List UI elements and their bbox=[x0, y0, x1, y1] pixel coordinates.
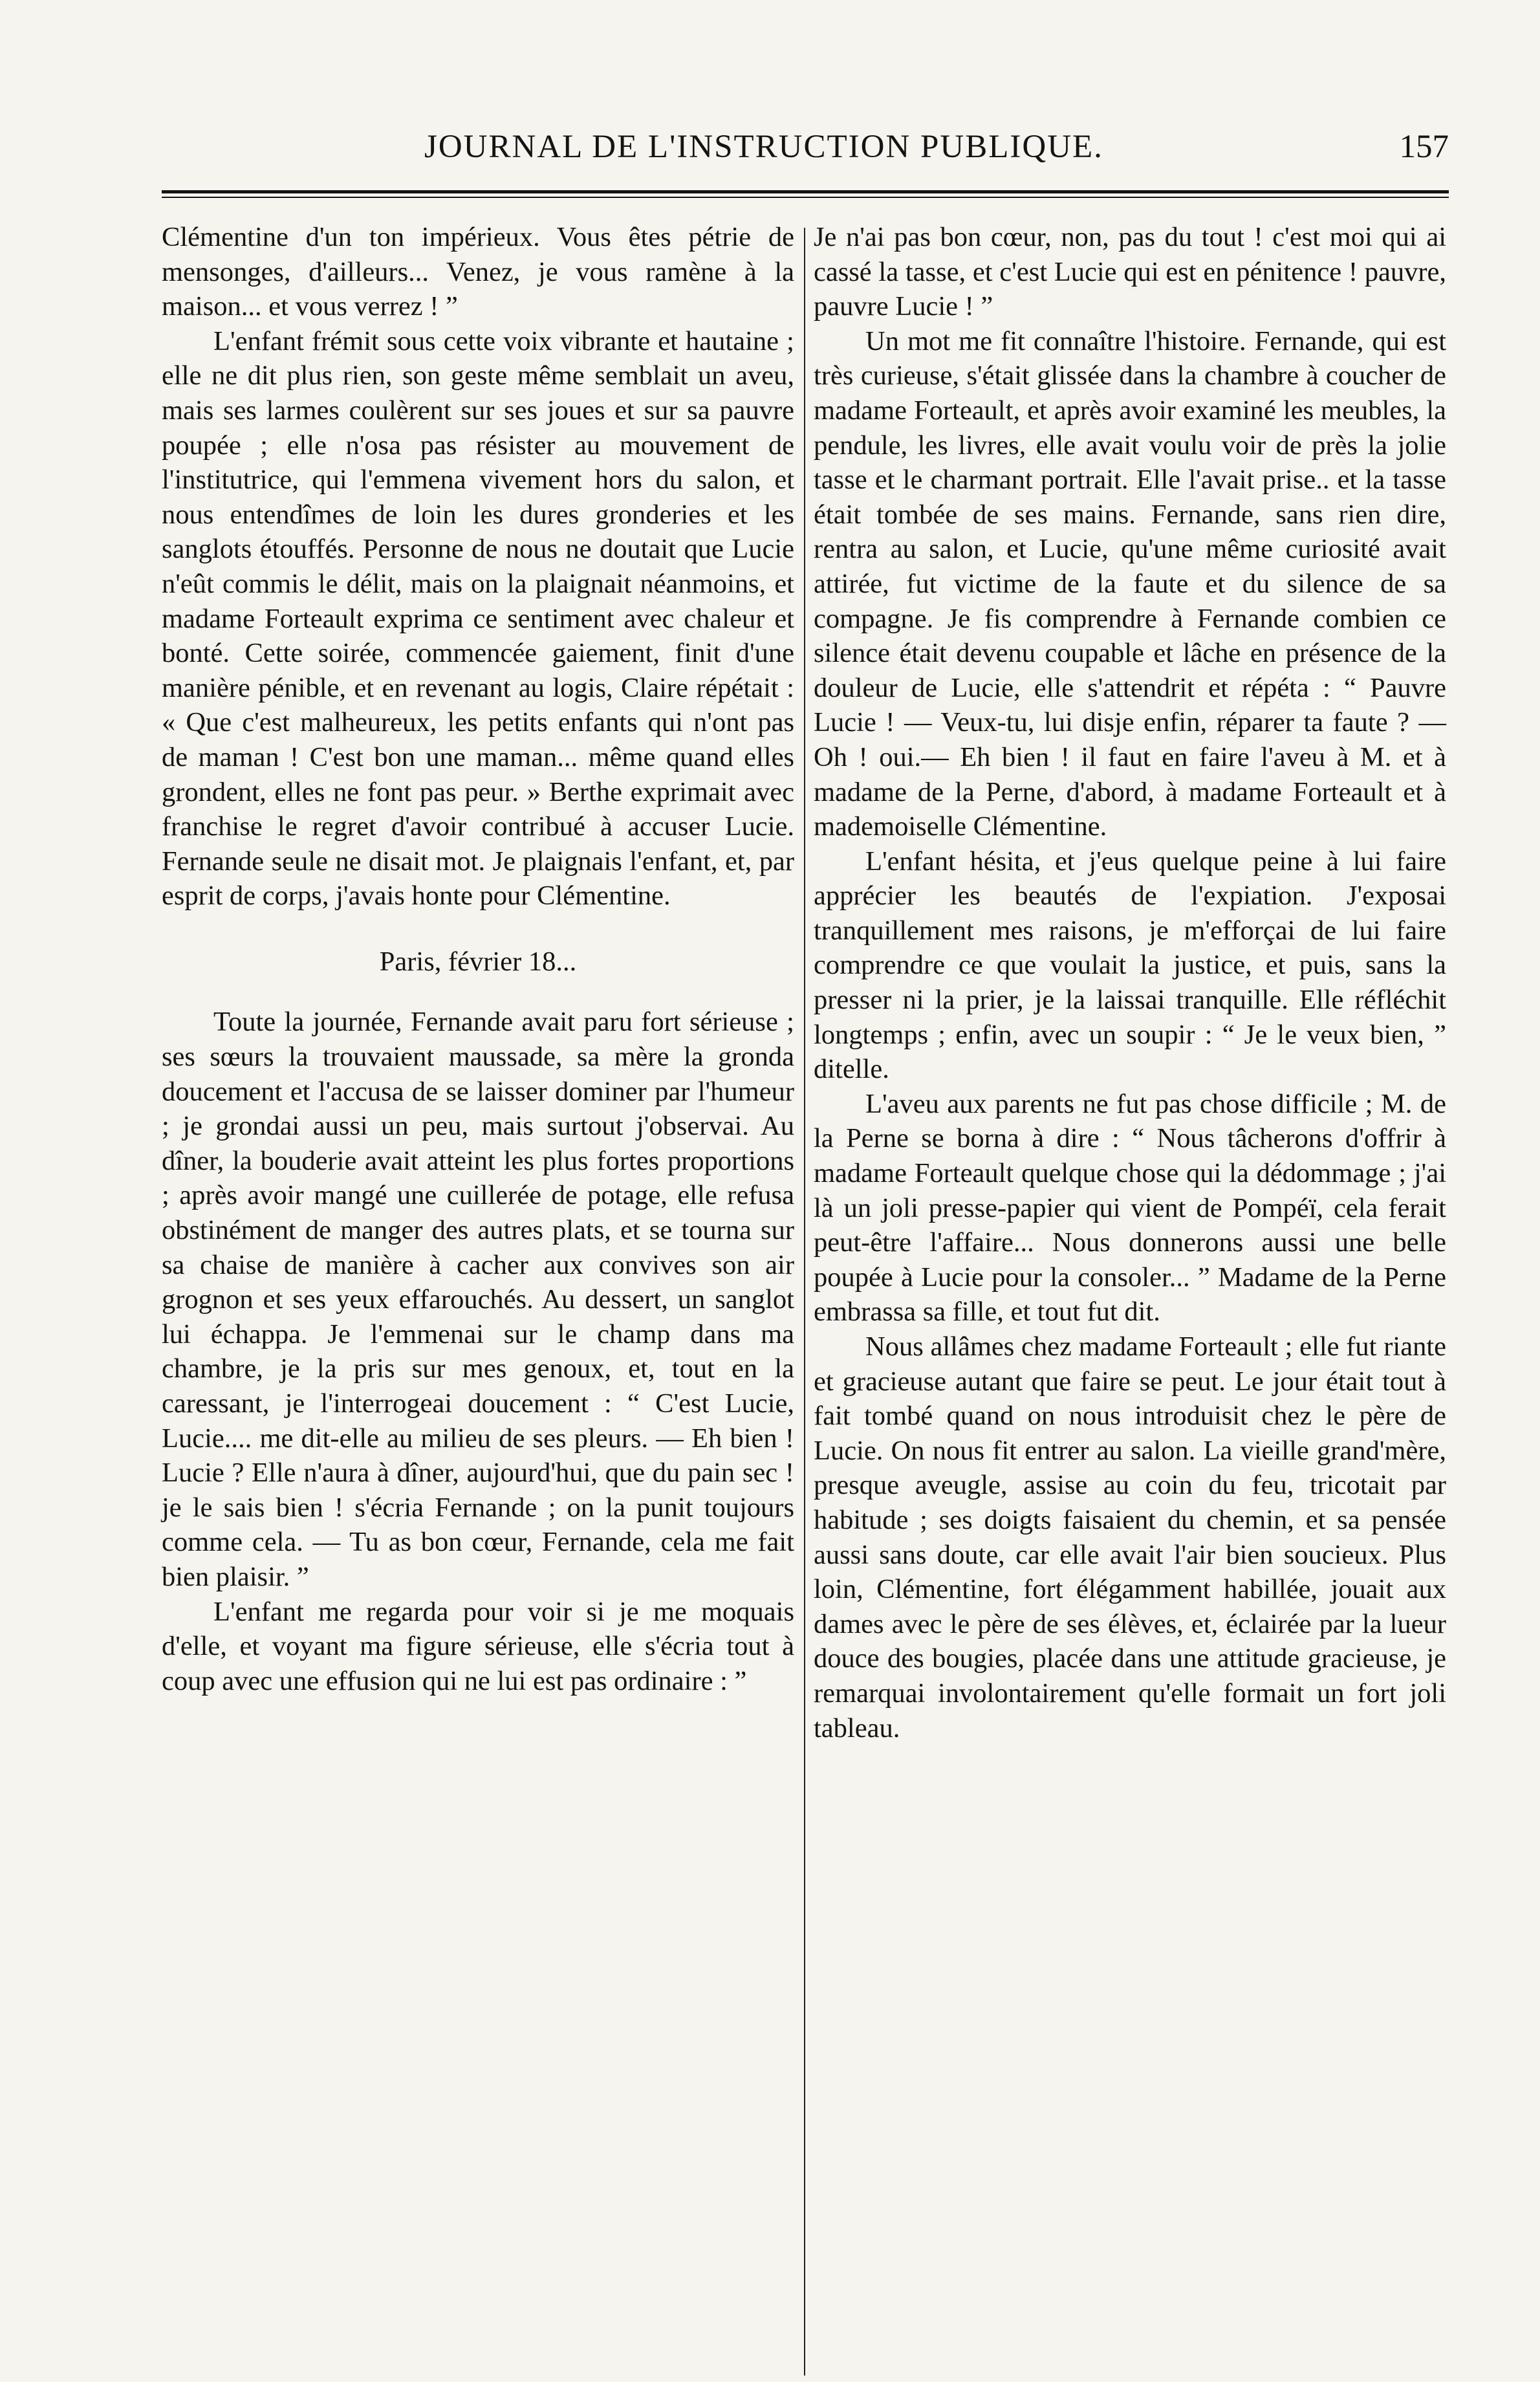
paragraph: Un mot me fit connaître l'histoire. Fernande, qui est très curieuse, s'était glissée dans la chambre à coucher de madame Forteault, et après avoir examiné les meubles, la pendule, les livres, elle avait voulu voir de près la jolie tasse et le charmant portrait. Elle l'avait prise.. et la tasse était tombée de ses mains. Fernande, sans rien dire, rentra au salon, et Lucie, qu'une même curiosité avait attirée, fut victime de la faute et du silence de sa compagne. Je fis comprendre à Fernande combien ce silence était devenu coupable et lâche en présence de la douleur de Lucie, elle s'attendrit et répéta : “ Pauvre Lucie ! — Veux-tu, lui disje enfin, réparer ta faute ? — Oh ! oui.— Eh bien ! il faut en faire l'aveu à M. et à madame de la Perne, d'abord, à madame Forteault et à mademoiselle Clémentine. bbox=[814, 325, 1446, 842]
page-number: 157 bbox=[1399, 129, 1449, 165]
column-divider bbox=[804, 228, 805, 2376]
paragraph: L'enfant me regarda pour voir si je me moquais d'elle, et voyant ma figure sérieuse, elle s'écria tout à coup avec une effusion qui ne lui est pas ordinaire : ” bbox=[162, 1596, 794, 1696]
paragraph: Nous allâmes chez madame Forteault ; elle fut riante et gracieuse autant que faire se peut. Le jour était tout à fait tombé quand on nous introduisit chez le père de Lucie. On nous fit entrer au salon. La vieille grand'mère, presque aveugle, assise au coin du feu, tricotait par habitude ; ses doigts faisaient du chemin, et sa pensée aussi sans doute, car elle avait l'air bien soucieux. Plus loin, Clémentine, fort élégamment habillée, jouait aux dames avec le père de ses élèves, et, éclairée par la lueur douce des bougies, placée dans une attitude gracieuse, je remarquai involontairement qu'elle formait un fort joli tableau. bbox=[814, 1331, 1446, 1743]
page-header bbox=[162, 128, 1449, 173]
paragraph: Clémentine d'un ton impérieux. Vous êtes pétrie de mensonges, d'ailleurs... Venez, je vous ramène à la maison... et vous verrez ! ” bbox=[162, 222, 794, 322]
paragraph: L'enfant frémit sous cette voix vibrante et hautaine ; elle ne dit plus rien, son geste même semblait un aveu, mais ses larmes coulèrent sur ses joues et sur sa pauvre poupée ; elle n'osa pas résister au mouvement de l'institutrice, qui l'emmena vivement hors du salon, et nous entendîmes de loin les dures gronderies et les sanglots étouffés. Personne de nous ne doutait que Lucie n'eût commis le délit, mais on la plaignait néanmoins, et madame Forteault exprima ce sentiment avec chaleur et bonté. Cette soirée, commencée gaiement, finit d'une manière pénible, et en revenant au logis, Claire répétait : « Que c'est malheureux, les petits enfants qui n'ont pas de maman ! C'est bon une maman... même quand elles grondent, elles ne font pas peur. » Berthe exprimait avec franchise le regret d'avoir contribué à accuser Lucie. Fernande seule ne disait mot. Je plaignais l'enfant, et, par esprit de corps, j'avais honte pour Clémentine. bbox=[162, 325, 794, 912]
dateline: Paris, février 18... bbox=[379, 946, 577, 977]
paragraph: L'aveu aux parents ne fut pas chose difficile ; M. de la Perne se borna à dire : “ Nous tâcherons d'offrir à madame Forteault quelque chose qui la dédommage ; j'ai là un joli presse-papier qui vient de Pompéï, cela ferait peut-être l'affaire... Nous donnerons aussi une belle poupée à Lucie pour la consoler... ” Madame de la Perne embrassa sa fille, et tout fut dit. bbox=[814, 1088, 1446, 1328]
header-rule bbox=[162, 190, 1449, 193]
paragraph: Je n'ai pas bon cœur, non, pas du tout ! c'est moi qui ai cassé la tasse, et c'est Lucie qui est en pénitence ! pauvre, pauvre Lucie ! ” bbox=[814, 222, 1446, 322]
header-rule-thin bbox=[162, 197, 1449, 198]
paragraph: Toute la journée, Fernande avait paru fort sérieuse ; ses sœurs la trouvaient maussade, sa mère la gronda doucement et l'accusa de se laisser dominer par l'humeur ; je grondai aussi un peu, mais surtout j'observai. Au dîner, la bouderie avait atteint les plus fortes proportions ; après avoir mangé une cuillerée de potage, elle refusa obstinément de manger des autres plats, et se tourna sur sa chaise de manière à cacher aux convives son air grognon et ses yeux effarouchés. Au dessert, un sanglot lui échappa. Je l'emmenai sur le champ dans ma chambre, je la pris sur mes genoux, et, tout en la caressant, je l'interrogeai doucement : “ C'est Lucie, Lucie.... me dit-elle au milieu de ses pleurs. — Eh bien ! Lucie ? Elle n'aura à dîner, aujourd'hui, que du pain sec ! je le sais bien ! s'écria Fernande ; on la punit toujours comme cela. — Tu as bon cœur, Fernande, cela me fait bien plaisir. ” bbox=[162, 1007, 794, 1592]
left-column bbox=[162, 220, 794, 1698]
running-title: JOURNAL DE L'INSTRUCTION PUBLIQUE. bbox=[424, 129, 1103, 165]
right-column bbox=[814, 220, 1446, 1745]
paragraph: L'enfant hésita, et j'eus quelque peine à lui faire apprécier les beautés de l'expiation. J'exposai tranquillement mes raisons, je m'efforçai de lui faire comprendre ce que voulait la justice, et puis, sans la presser ni la prier, je la laissai tranquille. Elle réfléchit longtemps ; enfin, avec un soupir : “ Je le veux bien, ” ditelle. bbox=[814, 846, 1446, 1085]
